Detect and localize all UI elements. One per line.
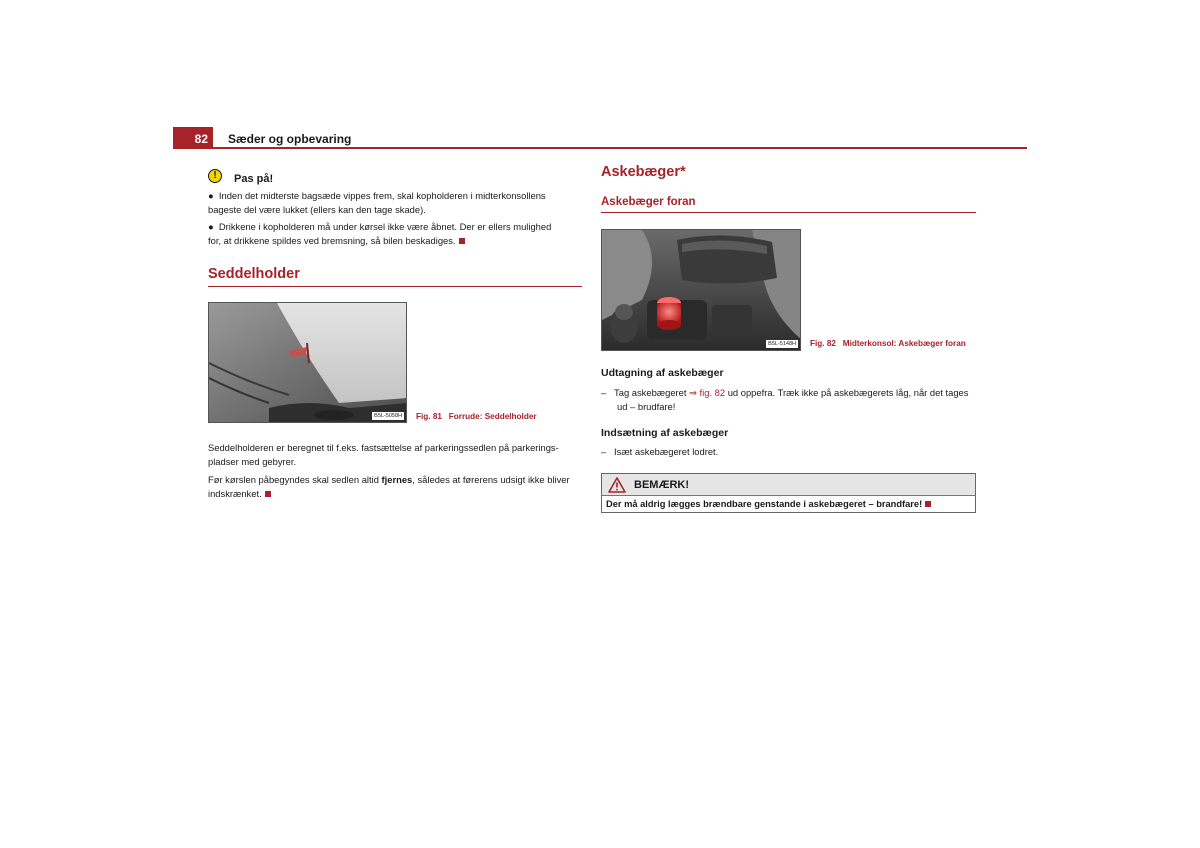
note-text: Der må aldrig lægges brændbare genstande i askebægeret – brandfare! (606, 499, 931, 509)
section-title-seddelholder: Seddelholder (208, 266, 300, 282)
running-header-title: Sæder og opbevaring (228, 132, 352, 146)
subsection-title-askebaeger-foran: Askebæger foran (601, 196, 696, 208)
bullet-dot: ● (208, 221, 219, 232)
header-rule (173, 147, 1027, 149)
insert-heading: Indsætning af askebæger (601, 427, 729, 439)
caution-bullet-1: ● Inden det midterste bagsæde vippes frem, skal kopholderen i midterkonsollens bageste del være lukket (ellers kan den tage skade). (208, 190, 546, 215)
warning-triangle-icon (608, 477, 626, 493)
section-rule (208, 286, 582, 287)
remove-heading: Udtagning af askebæger (601, 367, 724, 379)
insert-instruction: – Isæt askebægeret lodret. (601, 446, 719, 457)
seddelholder-paragraph-2: Før kørslen påbegyndes skal sedlen altid fjernes, således at førerens udsigt ikke bliver indskrænket. (208, 474, 570, 499)
warning-note-box (601, 473, 976, 513)
figure-81-windshield-photo (208, 302, 407, 423)
figure-code: B5L-5148H (768, 341, 796, 347)
windshield-illustration (209, 303, 407, 423)
figure-code: B5L-5058H (374, 413, 402, 419)
note-title: BEMÆRK! (634, 479, 689, 491)
remove-instruction: – Tag askebægeret ⇒ fig. 82 ud oppefra. Træk ikke på askebægerets låg, når det tages ud – brudfare! (601, 387, 969, 412)
page-number: 82 (173, 127, 213, 149)
figure-82-caption: Fig. 82 Midterkonsol: Askebæger foran (810, 339, 966, 348)
bullet-dot: ● (208, 190, 219, 201)
end-mark (265, 491, 271, 497)
caution-title: Pas på! (234, 173, 274, 185)
end-mark (925, 501, 931, 507)
figure-82-console-photo (601, 229, 801, 351)
seddelholder-paragraph-1: Seddelholderen er beregnet til f.eks. fastsættelse af parkeringssedlen på parkerings- pladser med gebyrer. (208, 442, 559, 467)
subsection-rule (601, 212, 976, 213)
caution-bullet-2: ● Drikkene i kopholderen må under kørsel ikke være åbnet. Der er ellers mulighed for, at drikkene spildes ved bremsning, så bilen beskadiges. (208, 221, 552, 246)
section-title-askebaeger: Askebæger* (601, 164, 686, 180)
console-illustration (602, 230, 801, 351)
end-mark (459, 238, 465, 244)
note-header (602, 474, 975, 496)
figure-82-link[interactable]: ⇒ fig. 82 (689, 387, 726, 398)
figure-81-caption: Fig. 81 Forrude: Seddelholder (416, 412, 537, 421)
exclamation-circle-icon: ! (208, 169, 222, 183)
